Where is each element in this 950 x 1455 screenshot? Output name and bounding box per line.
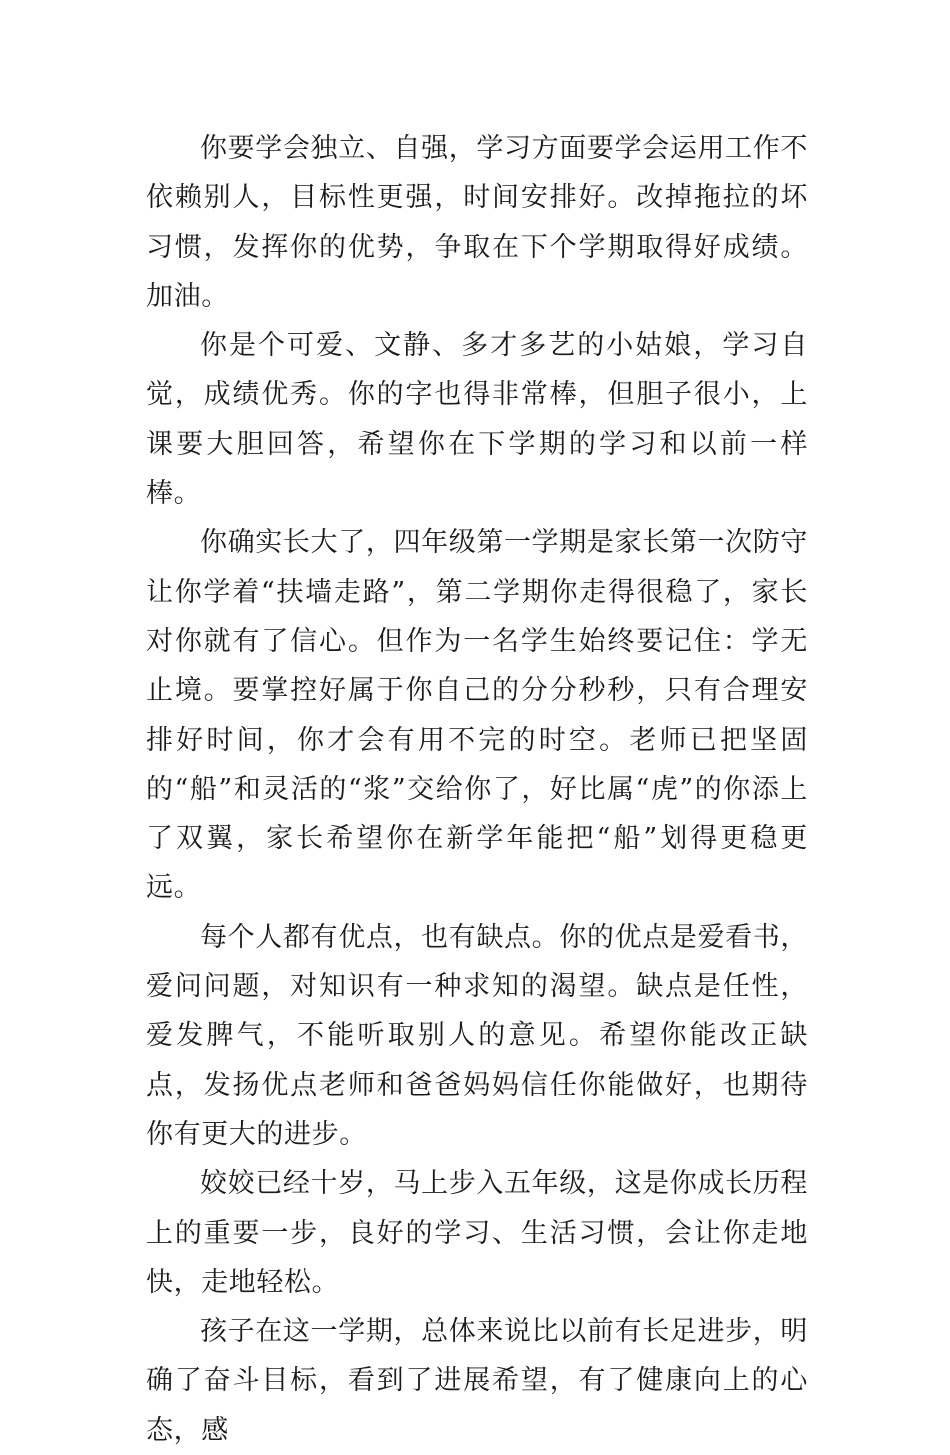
paragraph-6: 孩子在这一学期，总体来说比以前有长足进步，明确了奋斗目标，看到了进展希望，有了健康向上的心态，感 <box>146 1316 808 1446</box>
paragraph-1: 你要学会独立、自强，学习方面要学会运用工作不依赖别人，目标性更强，时间安排好。改掉拖拉的坏习惯，发挥你的优势，争取在下个学期取得好成绩。加油。 <box>146 133 808 312</box>
paragraph-4: 每个人都有优点，也有缺点。你的优点是爱看书，爱问问题，对知识有一种求知的渴望。缺点是任性，爱发脾气，不能听取别人的意见。希望你能改正缺点，发扬优点老师和爸爸妈妈信任你能做好，也期待你有更大的进步。 <box>146 921 808 1150</box>
paragraph-3: 你确实长大了，四年级第一学期是家长第一次防守让你学着“扶墙走路”，第二学期你走得很稳了，家长对你就有了信心。但作为一名学生始终要记住：学无止境。要掌控好属于你自己的分分秒秒，只有合理安排好时间，你才会有用不完的时空。老师已把坚固的“船”和灵活的“浆”交给你了，好比属“虎”的你添上了双翼，家长希望你在新学年能把“船”划得更稳更远。 <box>146 527 808 904</box>
paragraph-2: 你是个可爱、文静、多才多艺的小姑娘，学习自觉，成绩优秀。你的字也得非常棒，但胆子很小，上课要大胆回答，希望你在下学期的学习和以前一样棒。 <box>146 330 808 510</box>
document-body <box>146 124 808 1455</box>
paragraph-5: 姣姣已经十岁，马上步入五年级，这是你成长历程上的重要一步，良好的学习、生活习惯，会让你走地快，走地轻松。 <box>146 1168 808 1298</box>
